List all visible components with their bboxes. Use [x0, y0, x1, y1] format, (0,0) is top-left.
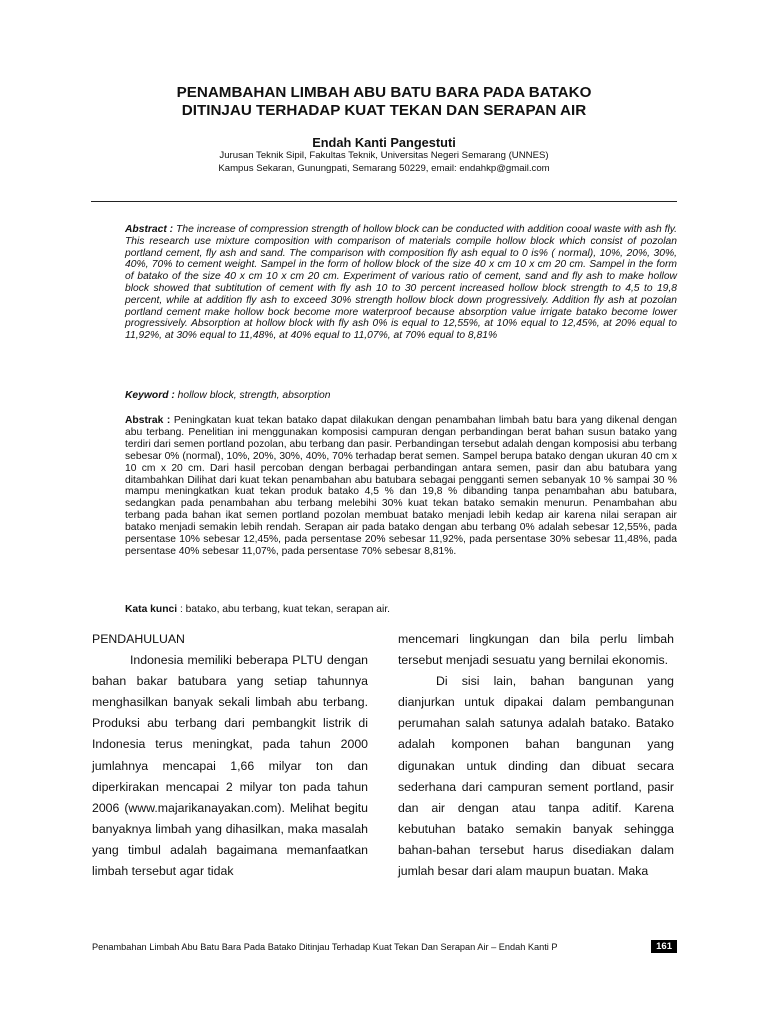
keyword-text: hollow block, strength, absorption — [177, 390, 331, 401]
body-column-left — [92, 629, 368, 882]
affiliation-line-1: Jurusan Teknik Sipil, Fakultas Teknik, Universitas Negeri Semarang (UNNES) — [219, 150, 549, 161]
page-number: 161 — [651, 940, 677, 953]
affiliation-line-2: Kampus Sekaran, Gunungpati, Semarang 50229, email: endahkp@gmail.com — [218, 162, 550, 174]
header-divider — [91, 201, 677, 202]
abstract-label: Abstract : — [125, 224, 174, 235]
author-affiliation — [0, 150, 768, 175]
author-name: Endah Kanti Pangestuti — [312, 135, 456, 150]
title-line-2: DITINJAU TERHADAP KUAT TEKAN DAN SERAPAN AIR — [181, 102, 587, 119]
kata-kunci-label: Kata kunci — [125, 604, 178, 615]
paper-title — [120, 84, 648, 120]
keywords-english — [125, 390, 677, 401]
section-heading: PENDAHULUAN — [92, 632, 185, 646]
keywords-indonesian — [125, 604, 677, 615]
body-paragraph: mencemari lingkungan dan bila perlu limbah tersebut menjadi sesuatu yang bernilai ekonomis. — [398, 632, 674, 668]
abstract-english — [125, 224, 677, 342]
body-column-right — [398, 629, 674, 882]
abstract-indonesian — [125, 415, 677, 558]
body-paragraph: Di sisi lain, bahan bangunan yang dianjurkan untuk dipakai dalam pembangunan perumahan salah satunya adalah batako. Batako adalah komponen bahan bangunan yang digunakan untuk dinding dan dibuat secara sederhana dari campuran sement portland, pasir dan air dengan atau tanpa aditif. Karena kebutuhan batako semakin banyak sehingga bahan-bahan tersebut harus disediakan dalam jumlah besar dari alam maupun buatan. Maka — [398, 674, 674, 879]
kata-kunci-text: : batako, abu terbang, kuat tekan, serapan air. — [179, 604, 391, 615]
title-line-1: PENAMBAHAN LIMBAH ABU BATU BARA PADA BATAKO — [176, 84, 592, 101]
body-paragraph: Indonesia memiliki beberapa PLTU dengan bahan bakar batubara yang setiap tahunnya menghasilkan banyak sekali limbah abu terbang. Produksi abu terbang dari pembangkit listrik di Indonesia terus meningkat, pada tahun 2000 jumlahnya mencapai 1,66 milyar ton dan diperkirakan mencapai 2 milyar ton pada tahun 2006 (www.majarikanayakan.com). Melihat begitu banyaknya limbah yang dihasilkan, maka masalah yang timbul adalah bagaimana memanfaatkan limbah tersebut agar tidak — [92, 653, 368, 879]
abstract-text: The increase of compression strength of hollow block can be conducted with addition cooal waste with ash fly. This research use mixture composition with comparison of materials compile hollow block which consist of pozolan portland cement, fly ash and sand. The comparison with composition fly ash equal to 0 is% ( normal), 10%, 20%, 30%, 40%, 70% to cement weight. Sampel in the form of hollow block of the size 40 x cm 10 x cm 20 cm. Sampel in the form of batako of the size 40 x cm 10 x cm 20 cm. Experiment of various ratio of cement, sand and fly ash to make hollow block showed that subtitution of cement with fly ash 10 to 30 percent increased hollow block strength to 4,5 to 19,8 percent, while at addition fly ash to exceed 30% strength hollow block down progressively. Addition fly ash at pozolan portland cement make hollow bock become more waterproof because absorption value irrigate batako become lower progressively. Absorption at hollow block with fly ash 0% is equal to 12,55%, at 10% equal to 12,45%, at 20% equal to 11,92%, at 30% equal to 11,48%, at 40% equal to 11,07%, at 70% equal to 8,81% — [125, 224, 677, 342]
running-title: Penambahan Limbah Abu Batu Bara Pada Batako Ditinjau Terhadap Kuat Tekan Dan Serapan Air – Endah Kanti P — [92, 942, 558, 952]
keyword-label: Keyword : — [125, 390, 175, 401]
abstrak-text: Peningkatan kuat tekan batako dapat dilakukan dengan penambahan limbah batu bara yang dikenal dengan abu terbang. Penelitian ini menggunakan komposisi campuran dengan perbandingan berat bahan susun batako yang terdiri dari semen portland pozolan, abu terbang dan pasir. Perbandingan tersebut adalah dengan komposisi abu terbang sebesar 0% (normal), 10%, 20%, 30%, 40%, 70% terhadap berat semen. Sampel berupa batako dengan ukuran 40 cm x 10 cm x 20 cm. Dari hasil percoban dengan berbagai perbandingan antara semen, pasir dan abu batubara yang ditambahkan Dilihat dari kuat tekan penambahan abu batubara sebagai pengganti semen sebanyak 10 % sampai 30 % mampu meningkatkan kuat tekan produk batako 4,5 % dan 19,8 % dibanding tanpa penambahan abu batubara, sedangkan pada penambahan abu terbang melebihi 30% kuat tekan batako semakin menurun. Penambahan abu terbang pada bahan ikat semen portland pozolan membuat batako menjadi lebih kedap air karena nilai serapan air batako menjadi semakin lebih rendah. Serapan air pada batako dengan abu terbang 0% adalah sebesar 12,55%, pada persentase 10% sebesar 12,45%, pada persentase 20% sebesar 11,92%, pada persentase 30% sebesar 11,48%, pada persentase 40% sebesar 11,07%, pada persentase 70% sebesar 8,81%. — [125, 415, 677, 557]
abstrak-label: Abstrak : — [125, 415, 171, 426]
